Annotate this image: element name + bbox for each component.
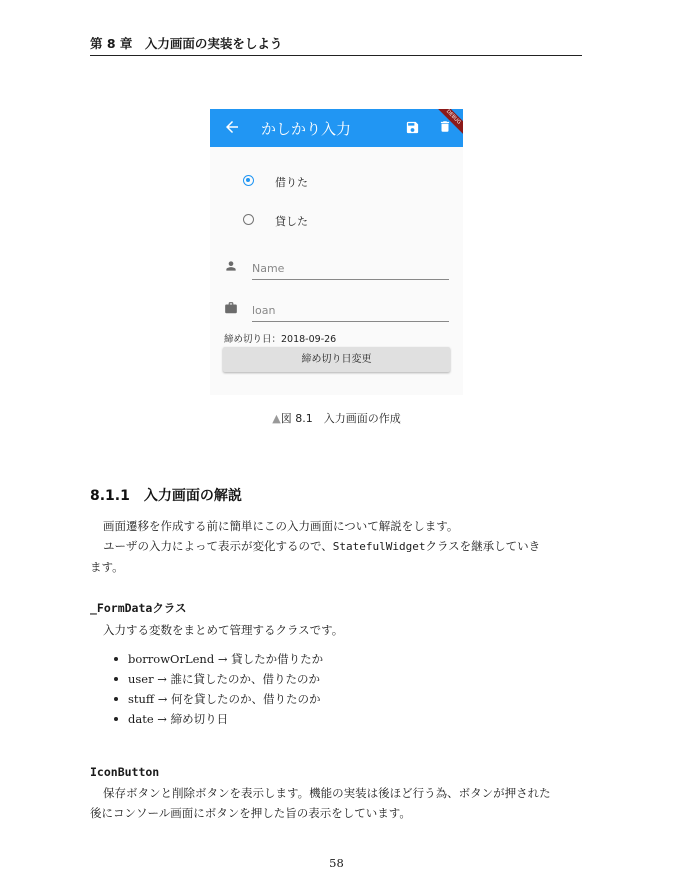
- heading-text: クラス: [152, 601, 187, 615]
- paragraph-line: [90, 536, 584, 557]
- inline-code: StatefulWidget: [332, 540, 426, 553]
- list-item: user → 誰に貸したのか、借りたのか: [106, 669, 323, 689]
- app-screenshot: [210, 109, 463, 395]
- app-bar-title: かしかり入力: [261, 120, 352, 138]
- work-icon: [224, 301, 238, 315]
- paragraph-line: 入力する変数をまとめて管理するクラスです。: [103, 623, 344, 637]
- formdata-list: [106, 649, 323, 729]
- debug-banner: DEBUG: [431, 109, 463, 139]
- text-run: クラスを継承していき: [425, 539, 541, 553]
- radio-label: 借りた: [275, 176, 308, 189]
- list-item: date → 締め切り日: [106, 709, 323, 729]
- caption-marker: ▲: [272, 412, 281, 425]
- paragraph-line: 画面遷移を作成する前に簡単にこの入力画面について解説をします。: [103, 519, 459, 533]
- deadline-label: 締め切り日：2018-09-26: [224, 334, 337, 345]
- name-input[interactable]: [252, 257, 449, 280]
- section-title: 8.1.1 入力画面の解説: [90, 488, 242, 504]
- radio-label: 貸した: [275, 215, 308, 228]
- radio-unselected-icon[interactable]: [243, 214, 254, 225]
- paragraph-line: ます。: [90, 560, 124, 574]
- heading-code: _FormData: [90, 601, 153, 615]
- list-item: stuff → 何を貸したのか、借りたのか: [106, 689, 323, 709]
- change-deadline-button[interactable]: 締め切り日変更: [223, 347, 450, 372]
- loan-input[interactable]: [252, 299, 449, 322]
- page-number: 58: [329, 856, 344, 870]
- chapter-header: 第 8 章 入力画面の実装をしよう: [90, 34, 582, 56]
- list-item: borrowOrLend → 貸したか借りたか: [106, 649, 323, 669]
- radio-selected-icon[interactable]: [243, 175, 254, 186]
- caption-text: 図 8.1 入力画面の作成: [280, 412, 401, 425]
- section-paragraph: [90, 516, 584, 577]
- paragraph-line: 後にコンソール画面にボタンを押した旨の表示をしています。: [90, 806, 411, 820]
- paragraph-line: 保存ボタンと削除ボタンを表示します。機能の実装は後ほど行う為、ボタンが押された: [103, 786, 551, 800]
- iconbutton-paragraph: [90, 783, 584, 823]
- formdata-heading: [90, 600, 186, 616]
- app-bar: [210, 109, 463, 147]
- name-field-row: [224, 255, 449, 285]
- arrow-back-icon[interactable]: [223, 118, 241, 136]
- save-icon[interactable]: [405, 120, 420, 135]
- iconbutton-heading: IconButton: [90, 765, 160, 779]
- person-icon: [224, 259, 238, 273]
- formdata-description: [90, 620, 584, 640]
- text-run: ユーザの入力によって表示が変化するので、: [103, 539, 333, 553]
- loan-field-row: [224, 297, 449, 327]
- figure-caption: [0, 410, 673, 426]
